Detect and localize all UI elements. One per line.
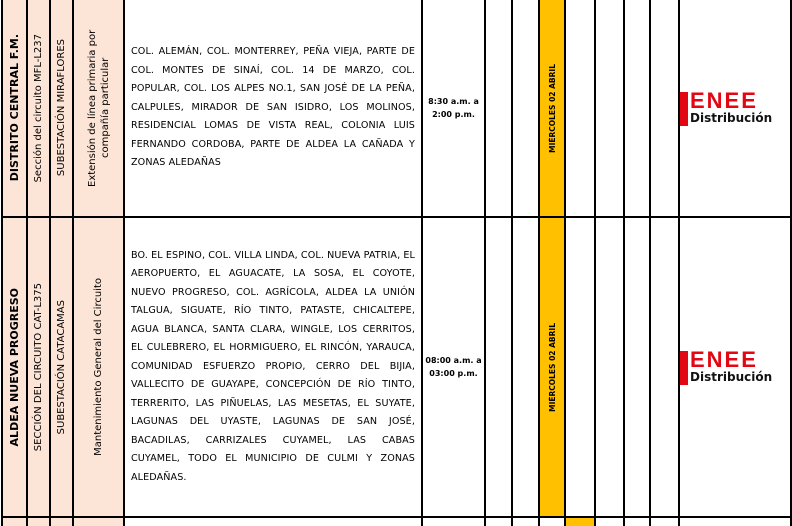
time-start: 8:30 a.m. a	[428, 97, 479, 106]
circuit: Sección del circuito MFL-L237	[33, 33, 44, 183]
time-start: 08:00 a.m. a	[425, 356, 482, 365]
date-cell	[539, 0, 565, 217]
enee-logo: ENEE Distribución	[680, 91, 790, 125]
empty-cell	[485, 0, 512, 217]
enee-mark-icon	[680, 92, 688, 126]
table-row	[2, 217, 791, 517]
areas-cell	[124, 217, 422, 517]
enee-mark-icon	[680, 351, 688, 385]
logo-cell	[679, 217, 791, 517]
affected-areas: COL. ALEMÁN, COL. MONTERREY, PEÑA VIEJA, PARTE DE COL. MONTES DE SINAÍ, COL. 14 DE MARZO, COL. POPULAR, COL. LOS ALPES NO.1, SAN JOSÉ DE LA PEÑA, CALPULES, MIRADOR DE SAN ISIDRO, LOS MOLINOS, RESIDENCIAL LOMAS DE VISTA REAL, COLONIA LUIS FERNANDO CORDOBA, PARTE DE ALDEA LA CAÑADA Y ZONAS ALEDAÑAS	[131, 46, 415, 169]
work-description: Extensión de línea primaria por compañía particular	[86, 29, 111, 187]
empty-cell	[650, 0, 679, 217]
sector: ALDEA NUEVA PROGRESO	[8, 287, 21, 447]
time-end: 2:00 p.m.	[432, 110, 475, 119]
empty-cell	[565, 0, 595, 217]
substation: SUBESTACIÓN MIRAFLORES	[56, 39, 67, 177]
outage-schedule-table	[1, 0, 792, 526]
empty-cell	[485, 217, 512, 517]
time-cell	[422, 0, 485, 217]
areas-cell	[124, 0, 422, 217]
affected-areas: BO. EL ESPINO, COL. VILLA LINDA, COL. NUEVA PATRIA, EL AEROPUERTO, EL AGUACATE, LA SOSA, EL COYOTE, NUEVO PROGRESO, COL. AGRÍCOLA, ALDEA LA UNIÓN TALGUA, SIGUATE, RÍO TINTO, PATASTE, CHICALTEPE, AGUA BLANCA, SANTA CLARA, WINGLE, LOS CERRITOS, EL CULEBRERO, EL HORMIGUERO, EL RINCÓN, YARAUCA, COMUNIDAD ESFUERZO PROPIO, CERRO DEL BIJIA, VALLECITO DE GUAYAPE, CONCEPCIÓN DE RÍO TINTO, TERRERITO, LAS PIÑUELAS, LAS MESETAS, EL SUYATE, LAGUNAS DEL UYASTE, LAGUNAS DE SAN JOSÉ, BACADILAS, CARRIZALES CUYAMEL, LAS CABAS CUYAMEL, TODO EL MUNICIPIO DE CULMI Y ZONAS ALEDAÑAS.	[131, 249, 415, 483]
enee-logo: ENEE Distribución	[680, 350, 790, 384]
time-end: 03:00 p.m.	[429, 369, 478, 378]
empty-cell	[650, 217, 679, 517]
substation-cell	[50, 0, 73, 217]
work-description: Mantenimiento General del Circuito	[93, 278, 104, 456]
empty-cell	[512, 217, 539, 517]
sector: DISTRITO CENTRAL F.M.	[8, 34, 21, 182]
circuit: SECCIÓN DEL CIRCUITO CAT-L375	[33, 282, 44, 452]
time-cell	[422, 217, 485, 517]
empty-cell	[624, 217, 650, 517]
circuit-cell	[27, 0, 50, 217]
empty-cell	[624, 0, 650, 217]
work-cell	[73, 0, 124, 217]
logo-cell	[679, 0, 791, 217]
date-cell	[539, 217, 565, 517]
substation: SUBESTACIÓN CATACAMAS	[56, 299, 67, 435]
work-cell	[73, 217, 124, 517]
date: MIÉRCOLES 02 ABRIL	[547, 63, 557, 153]
empty-cell	[595, 217, 624, 517]
circuit-cell	[27, 217, 50, 517]
empty-cell	[512, 0, 539, 217]
empty-cell	[565, 217, 595, 517]
table-row	[2, 0, 791, 217]
date: MIÉRCOLES 02 ABRIL	[547, 322, 557, 412]
empty-cell	[595, 0, 624, 217]
sector-cell	[2, 217, 27, 517]
substation-cell	[50, 217, 73, 517]
sector-cell	[2, 0, 27, 217]
